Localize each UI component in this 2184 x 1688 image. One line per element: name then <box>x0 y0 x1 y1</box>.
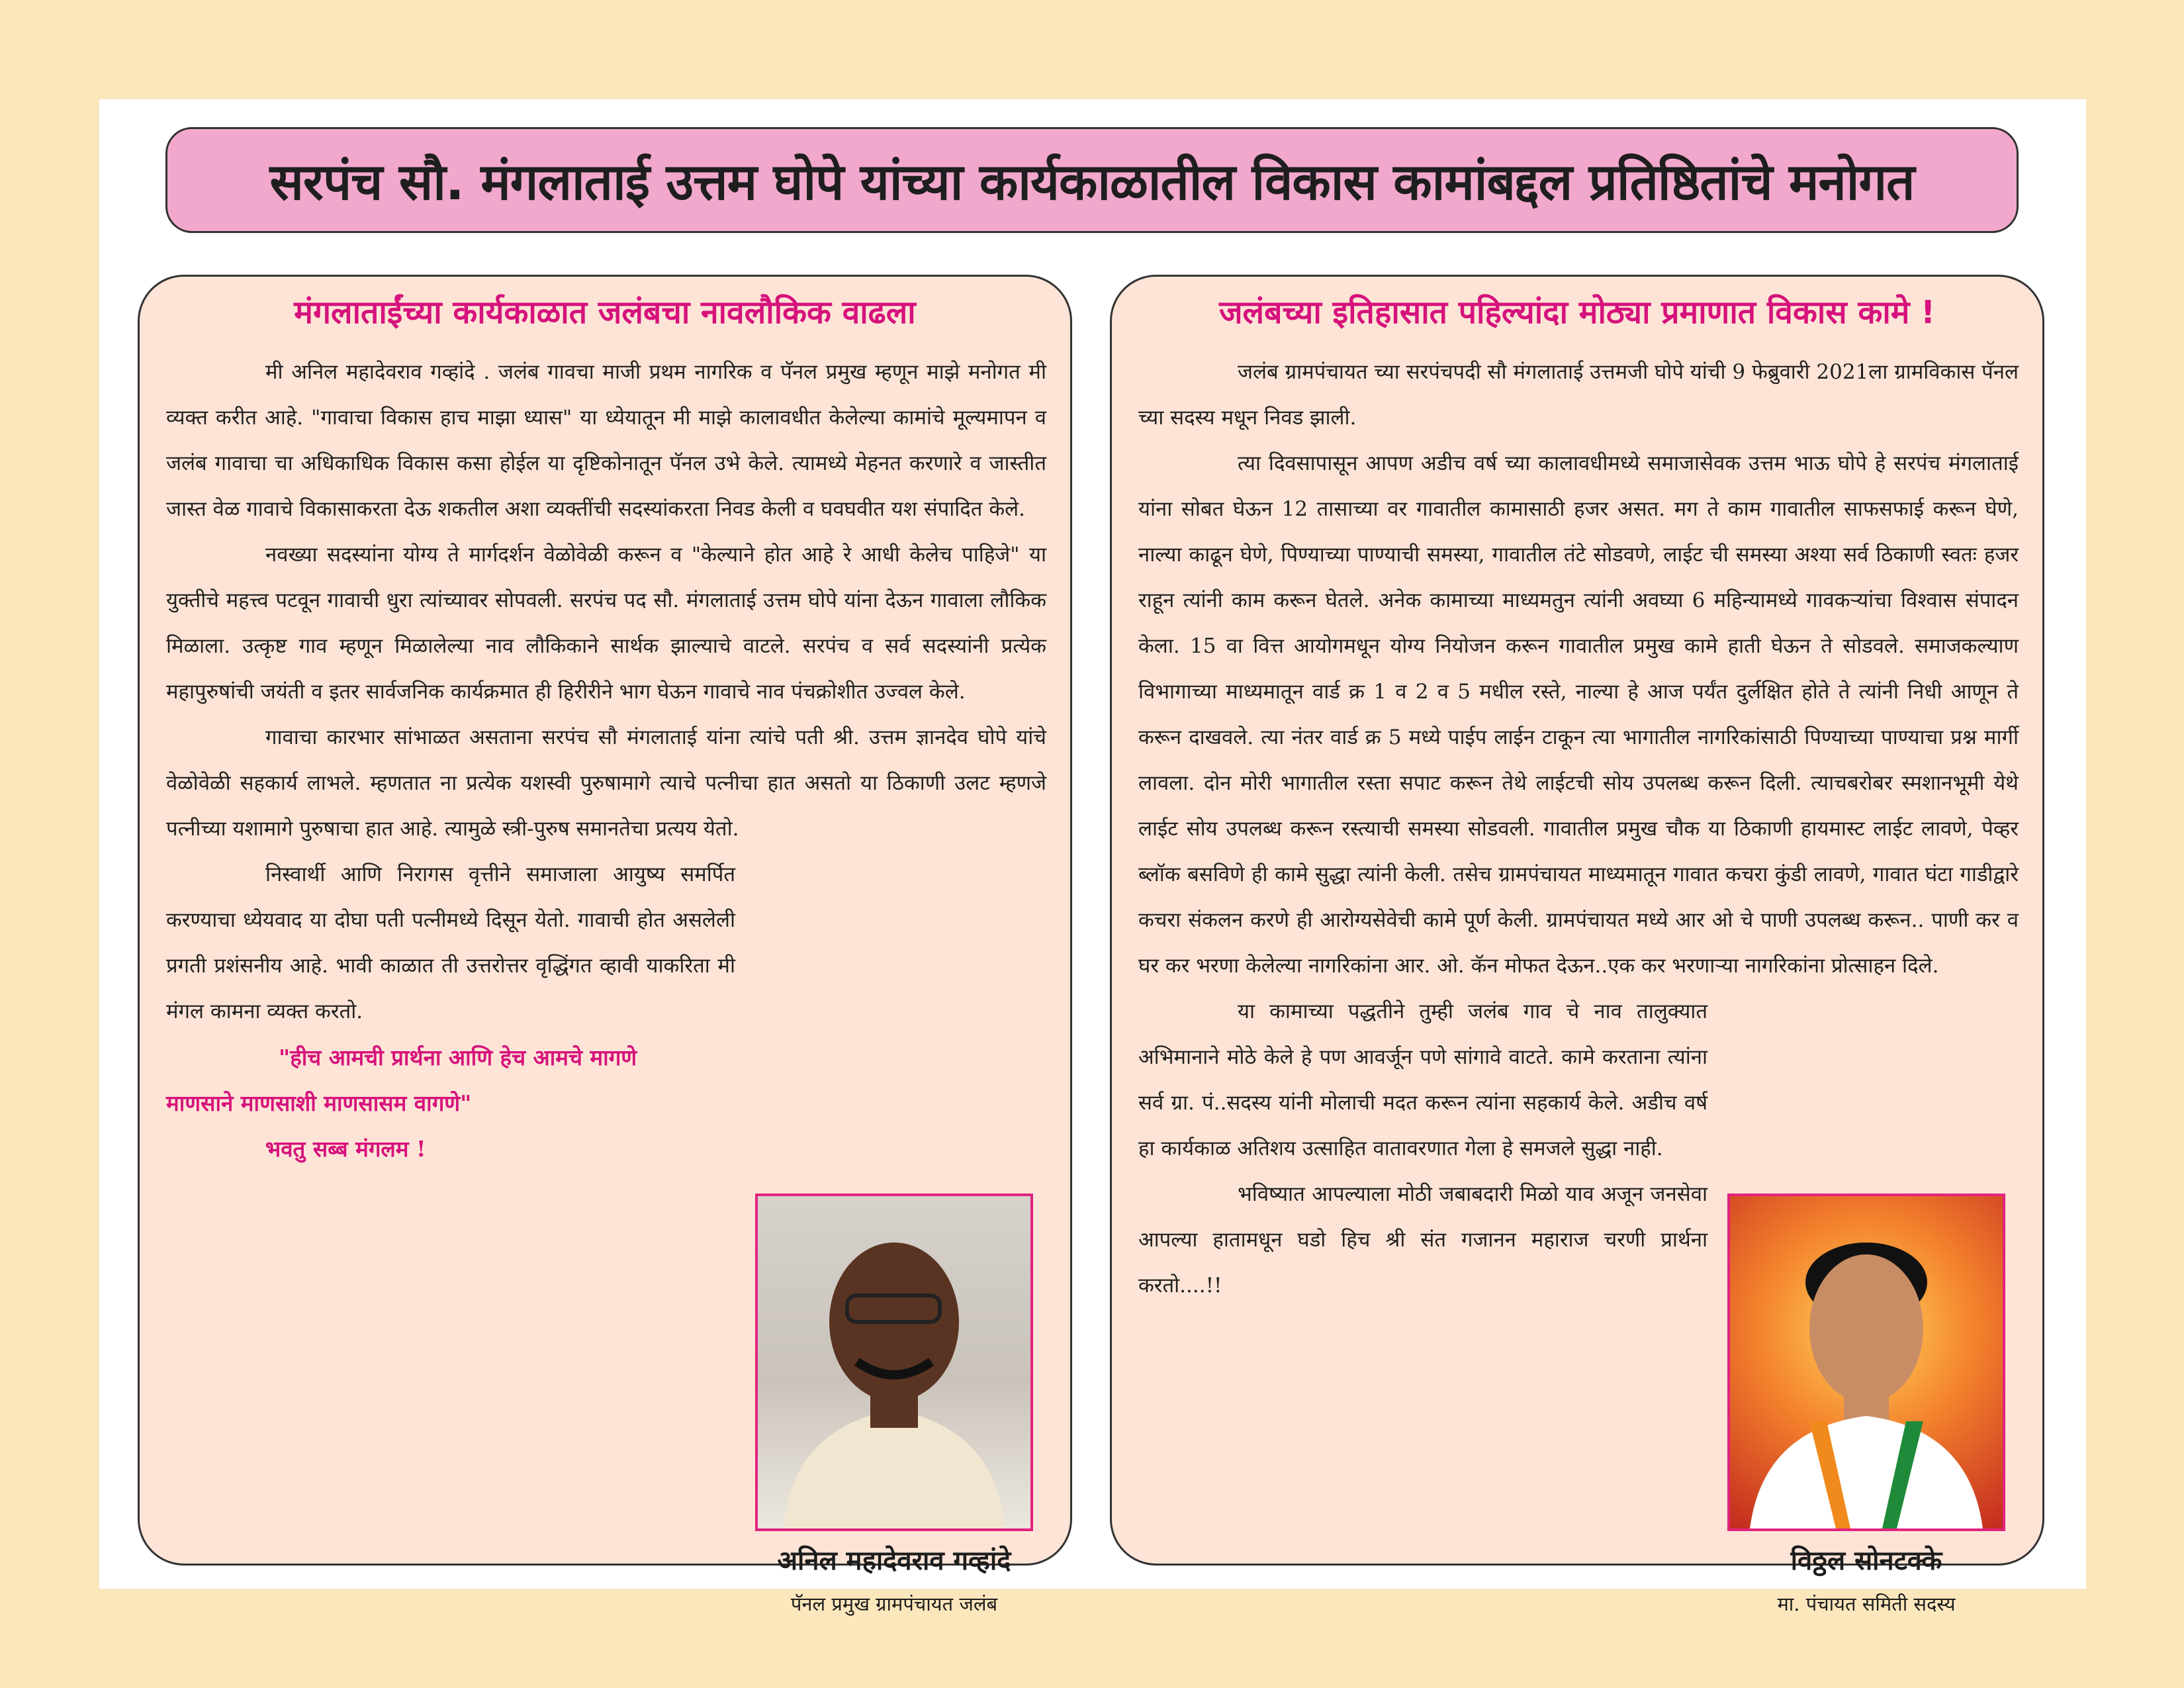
right-closing-block <box>1138 989 1707 1309</box>
person-portrait-icon <box>758 1196 1030 1528</box>
left-person-role: पॅनल प्रमुख ग्रामपंचायत जलंब <box>790 1593 998 1615</box>
quote-line-1: "हीच आमची प्रार्थना आणि हेच आमचे मागणे <box>279 1045 637 1070</box>
left-article-title: मंगलाताईंच्या कार्यकाळात जलंबचा नावलौकिक वाढला <box>294 294 916 331</box>
right-paragraph-2: त्या दिवसापासून आपण अडीच वर्ष च्या कालावधीमध्ये समाजासेवक उत्तम भाऊ घोपे हे सरपंच मंगलाताई यांना सोबत घेऊन 12 तासाच्या वर गावातील कामासाठी हजर असत. मग ते काम गावातील साफसफाई करून घेणे, नाल्या काढून घेणे, पिण्याच्या पाण्याची समस्या, गावातील तंटे सोडवणे, लाईट ची समस्या अश्या सर्व ठिकाणी स्वतः हजर राहून त्यांनी काम करून घेतले. अनेक कामाच्या माध्यमतुन त्यांनी अवघ्या 6 महिन्यामध्ये गावकऱ्यांचा विश्वास संपादन केला. 15 वा वित्त आयोगमधून योग्य नियोजन करून गावातील प्रमुख कामे हाती घेऊन ते सोडवले. समाजकल्याण विभागाच्या माध्यमातून वार्ड क्र 1 व 2 व 5 मधील रस्ते, नाल्या हे आज पर्यंत दुर्लक्षित होते ते त्यांनी निधी आणून ते करून दाखवले. त्या नंतर वार्ड क्र 5 मध्ये पाईप लाईन टाकून त्या भागातील नागरिकांसाठी पिण्याच्या पाण्याचा प्रश्न मार्गी लावला. दोन मोरी भागातील रस्ता सपाट करून तेथे लाईटची सोय उपलब्ध करून दिली. त्याचबरोबर स्मशानभूमी येथे लाईट सोय उपलब्ध करून रस्त्याची समस्या सोडवली. गावातील प्रमुख चौक या ठिकाणी हायमास्ट लाईट लावणे, पेव्हर ब्लॉक बसविणे ही कामे सुद्धा त्यांनी केली. तसेच ग्रामपंचायत माध्यमातून गावात कचरा कुंडी लावणे, गावात घंटा गाडीद्वारे कचरा संकलन करणे ही आरोग्यसेवेची कामे पूर्ण केली. ग्रामपंचायत मध्ये आर ओ चे पाणी उपलब्ध करून.. पाणी कर व घर कर भरणा केलेल्या नागरिकांना आर. ओ. कॅन मोफत देऊन..एक कर भरणाऱ्या नागरिकांना प्रोत्साहन दिले. <box>1138 451 2019 978</box>
poster-sheet <box>99 99 2086 1615</box>
left-paragraph-4: निस्वार्थी आणि निरागस वृत्तीने समाजाला आयुष्य समर्पित करण्याचा ध्येयवाद या दोघा पती पत्नीमध्ये दिसून येतो. गावाची होत असलेली प्रगती प्रशंसनीय आहे. भावी काळात ती उत्तरोत्तर वृद्धिंगत व्हावी याकरिता मी मंगल कामना व्यक्त करतो. <box>166 863 735 1023</box>
left-person-photo <box>755 1194 1033 1531</box>
headline-title: सरपंच सौ. मंगलाताई उत्तम घोपे यांच्या कार्यकाळातील विकास कामांबद्दल प्रतिष्ठितांचे मनोगत <box>269 152 1915 211</box>
left-closing-block <box>166 852 735 1172</box>
right-person-role: मा. पंचायत समिती सदस्य <box>1777 1593 1956 1615</box>
quote-line-2: माणसाने माणसाशी माणसासम वागणे" <box>166 1090 472 1116</box>
left-paragraph-2: नवख्या सदस्यांना योग्य ते मार्गदर्शन वेळोवेळी करून व "केल्याने होत आहे रे आधी केलेच पाहिजे" या युक्तीचे महत्त्व पटवून गावाची धुरा त्यांच्यावर सोपवली. सरपंच पद सौ. मंगलाताई उत्तम घोपे यांना देऊन गावाला लौकिक मिळाला. उत्कृष्ट गाव म्हणून मिळालेल्या नाव लौकिकाने सार्थक झाल्याचे वाटले. सरपंच व सर्व सदस्यांनी प्रत्येक महापुरुषांची जयंती व इतर सार्वजनिक कार्यक्रमात ही हिरीरीने भाग घेऊन गावाचे नाव पंचक्रोशीत उज्वल केले. <box>166 543 1046 704</box>
right-paragraph-1: जलंब ग्रामपंचायत च्या सरपंचपदी सौ मंगलाताई उत्तमजी घोपे यांची 9 फेब्रुवारी 2021ला ग्रामविकास पॅनल च्या सदस्य मधून निवड झाली. <box>1138 360 2019 430</box>
quote-line-3: भवतु सब्ब मंगलम ! <box>265 1136 426 1162</box>
left-paragraph-3: गावाचा कारभार सांभाळत असताना सरपंच सौ मंगलाताई यांना त्यांचे पती श्री. उत्तम ज्ञानदेव घोपे यांचे वेळोवेळी सहकार्य लाभले. म्हणतात ना प्रत्येक यशस्वी पुरुषामागे त्याचे पत्नीचा हात असतो या ठिकाणी उलट म्हणजे पत्नीच्या यशामागे पुरुषाचा हात आहे. त्यामुळे स्त्री-पुरुष समानतेचा प्रत्यय येतो. <box>166 726 1046 841</box>
right-article-body <box>1138 350 2019 1309</box>
left-person-name: अनिल महादेवराव गव्हांदे <box>777 1546 1011 1576</box>
headline-banner <box>165 127 2019 233</box>
right-paragraph-4: भविष्यात आपल्याला मोठी जबाबदारी मिळो याव अजून जनसेवा आपल्या हातामधून घडो हिच श्री संत गजानन महाराज चरणी प्रार्थना करतो....!! <box>1138 1182 1707 1297</box>
person-portrait-icon <box>1730 1196 2003 1528</box>
left-article-body <box>166 350 1046 1172</box>
right-article-title: जलंबच्या इतिहासात पहिल्यांदा मोठ्या प्रमाणात विकास कामे ! <box>1218 294 1936 331</box>
right-paragraph-3: या कामाच्या पद्धतीने तुम्ही जलंब गाव चे नाव तालुक्यात अभिमानाने मोठे केले हे पण आवर्जून पणे सांगावे वाटते. कामे करताना त्यांना सर्व ग्रा. पं..सदस्य यांनी मोलाची मदत करून त्यांना सहकार्य केले. अडीच वर्ष हा कार्यकाळ अतिशय उत्साहित वातावरणात गेला हे समजले सुद्धा नाही. <box>1138 1000 1707 1160</box>
right-person-photo <box>1727 1194 2005 1531</box>
right-article-panel <box>1110 275 2044 1615</box>
left-paragraph-1: मी अनिल महादेवराव गव्हांदे . जलंब गावचा माजी प्रथम नागरिक व पॅनल प्रमुख म्हणून माझे मनोगत मी व्यक्त करीत आहे. "गावाचा विकास हाच माझा ध्यास" या ध्येयातून मी माझे कालावधीत केलेल्या कामांचे मूल्यमापन व जलंब गावाचा चा अधिकाधिक विकास कसा होईल या दृष्टिकोनातून पॅनल उभे केले. त्यामध्ये मेहनत करणारे व जास्तीत जास्त वेळ गावाचे विकासाकरता देऊ शकतील अशा व्यक्तींची सदस्यांकरता निवड केली व घवघवीत यश संपादित केले. <box>166 360 1046 521</box>
right-person-name: विठ्ठल सोनटक्के <box>1790 1546 1942 1576</box>
left-quote <box>166 1035 735 1172</box>
left-article-panel <box>138 275 1072 1615</box>
